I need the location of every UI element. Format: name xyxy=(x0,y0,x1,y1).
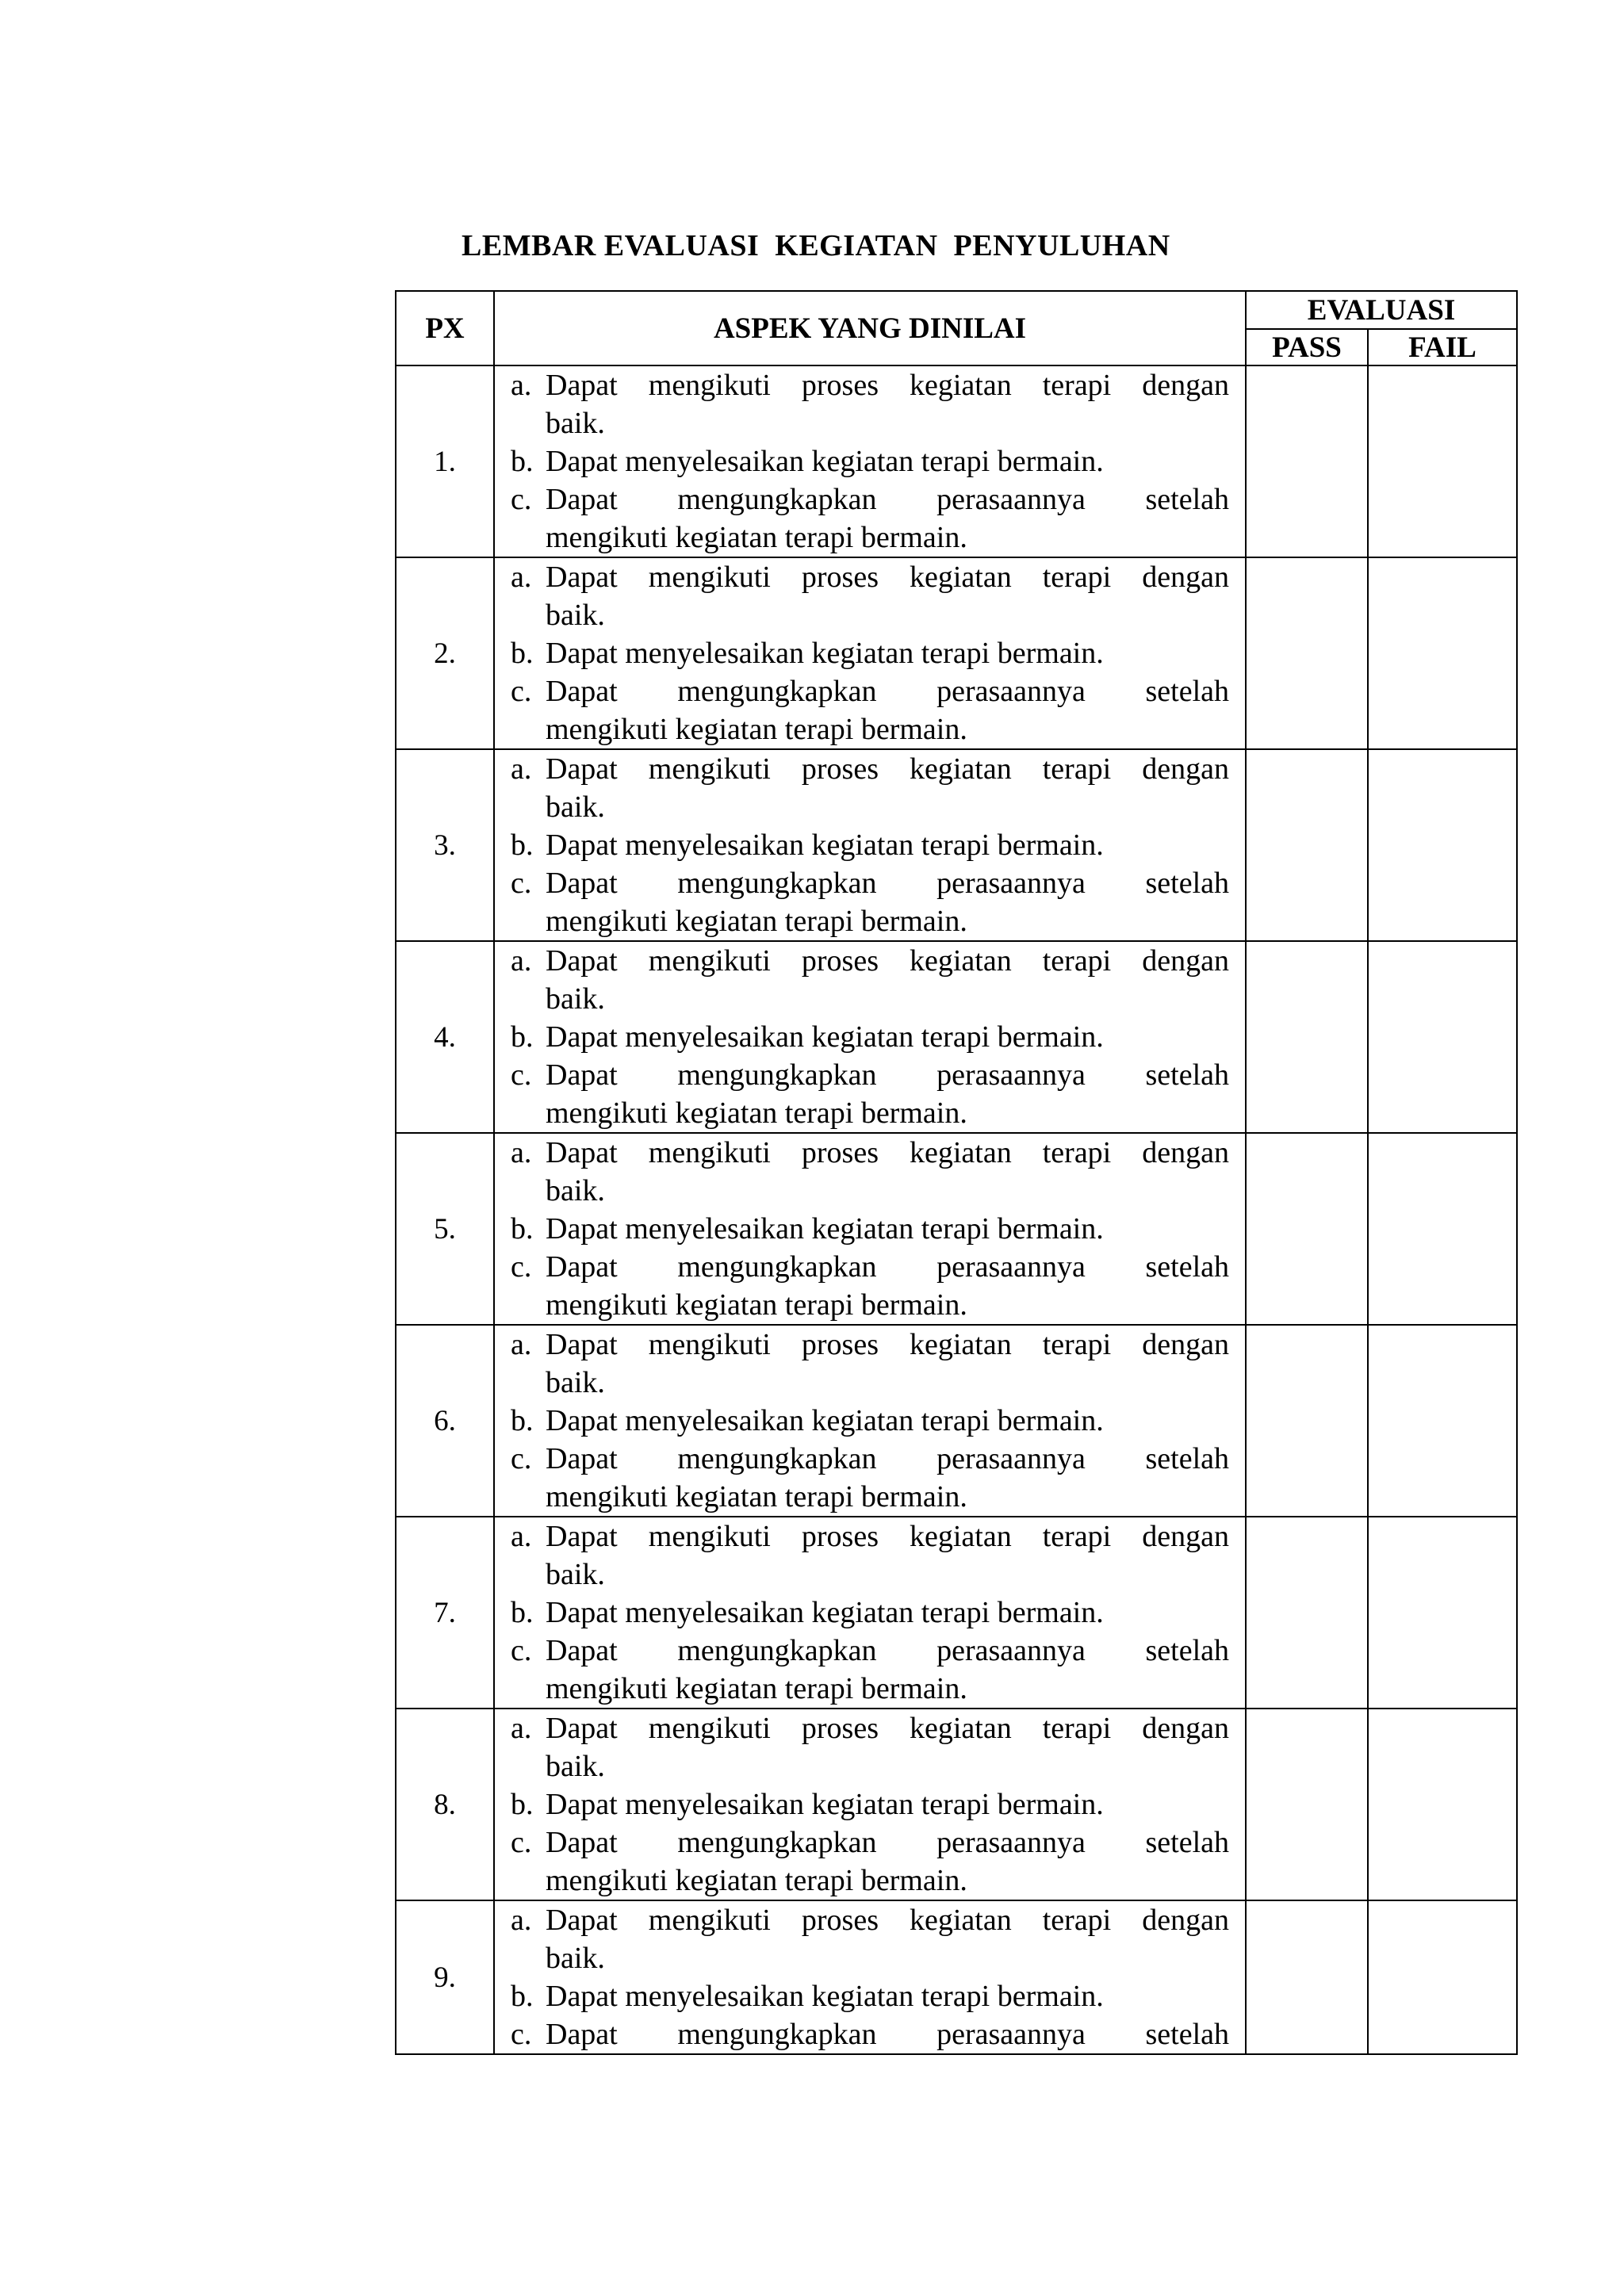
criterion-c xyxy=(511,864,1229,940)
criterion-b-text: Dapat menyelesaikan kegiatan terapi bermain. xyxy=(546,1212,1104,1246)
pass-cell[interactable] xyxy=(1246,1517,1368,1709)
criterion-b xyxy=(511,634,1229,672)
criteria-cell xyxy=(494,1517,1246,1709)
table-row xyxy=(396,1900,1517,2054)
table-row xyxy=(396,365,1517,557)
criterion-b-text: Dapat menyelesaikan kegiatan terapi bermain. xyxy=(546,1404,1104,1437)
criterion-c xyxy=(511,1823,1229,1900)
fail-cell[interactable] xyxy=(1368,1517,1517,1709)
page-title: LEMBAR EVALUASI KEGIATAN PENYULUHAN xyxy=(462,229,1170,262)
criterion-b xyxy=(511,1977,1229,2015)
fail-cell[interactable] xyxy=(1368,1709,1517,1900)
criterion-b xyxy=(511,826,1229,864)
px-number: 7. xyxy=(396,1517,494,1709)
criterion-a-line2: baik. xyxy=(546,1942,605,1975)
px-number: 5. xyxy=(396,1133,494,1325)
header-row xyxy=(396,291,1517,329)
criterion-c-line2: mengikuti kegiatan terapi bermain. xyxy=(546,521,967,554)
criterion-a-line1: Dapat mengikuti proses kegiatan terapi dengan xyxy=(546,1136,1229,1169)
criterion-a-line2: baik. xyxy=(546,1558,605,1591)
criterion-label: c. xyxy=(511,1442,532,1475)
criterion-a-line1: Dapat mengikuti proses kegiatan terapi dengan xyxy=(546,944,1229,978)
criteria-cell xyxy=(494,365,1246,557)
criterion-a-line1: Dapat mengikuti proses kegiatan terapi dengan xyxy=(546,369,1229,402)
fail-cell[interactable] xyxy=(1368,557,1517,749)
criterion-c-line2: mengikuti kegiatan terapi bermain. xyxy=(546,905,967,938)
criterion-label: b. xyxy=(511,1404,534,1437)
px-number: 3. xyxy=(396,749,494,941)
criterion-c-line1: Dapat mengungkapkan perasaannya setelah xyxy=(546,867,1229,900)
criterion-label: b. xyxy=(511,1980,534,2013)
px-number: 4. xyxy=(396,941,494,1133)
criteria-cell xyxy=(494,941,1246,1133)
criterion-a-line1: Dapat mengikuti proses kegiatan terapi dengan xyxy=(546,1712,1229,1745)
criteria-cell xyxy=(494,1133,1246,1325)
criterion-b-text: Dapat menyelesaikan kegiatan terapi bermain. xyxy=(546,828,1104,862)
criterion-c-line1: Dapat mengungkapkan perasaannya setelah xyxy=(546,1058,1229,1092)
evaluation-table xyxy=(395,290,1518,2055)
criterion-c-line2: mengikuti kegiatan terapi bermain. xyxy=(546,1864,967,1897)
criterion-b-text: Dapat menyelesaikan kegiatan terapi bermain. xyxy=(546,1596,1104,1629)
fail-cell[interactable] xyxy=(1368,1900,1517,2054)
criterion-b xyxy=(511,1785,1229,1823)
header-evaluasi: EVALUASI xyxy=(1246,291,1517,329)
criterion-c xyxy=(511,1056,1229,1132)
criterion-label: a. xyxy=(511,1136,532,1169)
criterion-c-line2: mengikuti kegiatan terapi bermain. xyxy=(546,1096,967,1130)
criterion-a-line2: baik. xyxy=(546,1750,605,1783)
criterion-label: a. xyxy=(511,1712,532,1745)
criterion-a xyxy=(511,1134,1229,1210)
criterion-label: c. xyxy=(511,1634,532,1667)
criterion-b-text: Dapat menyelesaikan kegiatan terapi bermain. xyxy=(546,1980,1104,2013)
criterion-c-line2: mengikuti kegiatan terapi bermain. xyxy=(546,1480,967,1513)
criterion-c-line1: Dapat mengungkapkan perasaannya setelah xyxy=(546,483,1229,516)
criterion-a-line1: Dapat mengikuti proses kegiatan terapi dengan xyxy=(546,1328,1229,1361)
pass-cell[interactable] xyxy=(1246,1900,1368,2054)
criterion-a-line1: Dapat mengikuti proses kegiatan terapi dengan xyxy=(546,752,1229,786)
criterion-label: b. xyxy=(511,1020,534,1054)
fail-cell[interactable] xyxy=(1368,365,1517,557)
criteria-cell xyxy=(494,1325,1246,1517)
criterion-label: a. xyxy=(511,1328,532,1361)
criterion-label: b. xyxy=(511,828,534,862)
fail-cell[interactable] xyxy=(1368,1325,1517,1517)
criterion-label: c. xyxy=(511,1058,532,1092)
header-fail: FAIL xyxy=(1368,329,1517,365)
criterion-b-text: Dapat menyelesaikan kegiatan terapi bermain. xyxy=(546,637,1104,670)
criterion-label: b. xyxy=(511,637,534,670)
criterion-b-text: Dapat menyelesaikan kegiatan terapi bermain. xyxy=(546,1788,1104,1821)
table-row xyxy=(396,1517,1517,1709)
header-pass: PASS xyxy=(1246,329,1368,365)
criterion-a xyxy=(511,1517,1229,1594)
criteria-cell xyxy=(494,1709,1246,1900)
criterion-c-line1: Dapat mengungkapkan perasaannya setelah xyxy=(546,2018,1229,2051)
criterion-b xyxy=(511,1594,1229,1632)
criterion-a-line2: baik. xyxy=(546,1174,605,1207)
criterion-b-text: Dapat menyelesaikan kegiatan terapi bermain. xyxy=(546,445,1104,478)
criterion-label: a. xyxy=(511,944,532,978)
table-row xyxy=(396,557,1517,749)
pass-cell[interactable] xyxy=(1246,749,1368,941)
criterion-c xyxy=(511,480,1229,557)
criterion-b-text: Dapat menyelesaikan kegiatan terapi bermain. xyxy=(546,1020,1104,1054)
pass-cell[interactable] xyxy=(1246,365,1368,557)
criterion-label: c. xyxy=(511,1826,532,1859)
criteria-cell xyxy=(494,1900,1246,2054)
criterion-a xyxy=(511,366,1229,442)
criterion-label: c. xyxy=(511,2018,532,2051)
px-number: 1. xyxy=(396,365,494,557)
criterion-label: b. xyxy=(511,1596,534,1629)
criterion-a-line2: baik. xyxy=(546,982,605,1016)
criterion-label: c. xyxy=(511,1250,532,1284)
px-number: 8. xyxy=(396,1709,494,1900)
table-row xyxy=(396,1709,1517,1900)
criterion-a-line1: Dapat mengikuti proses kegiatan terapi dengan xyxy=(546,1520,1229,1553)
criterion-a xyxy=(511,750,1229,826)
pass-cell[interactable] xyxy=(1246,557,1368,749)
px-number: 9. xyxy=(396,1900,494,2054)
pass-cell[interactable] xyxy=(1246,1325,1368,1517)
criterion-a xyxy=(511,1709,1229,1785)
criterion-a xyxy=(511,1326,1229,1402)
criteria-cell xyxy=(494,749,1246,941)
table-body xyxy=(396,365,1517,2054)
criterion-b xyxy=(511,1018,1229,1056)
criterion-a-line1: Dapat mengikuti proses kegiatan terapi dengan xyxy=(546,1904,1229,1937)
criterion-a xyxy=(511,942,1229,1018)
criterion-a-line2: baik. xyxy=(546,1366,605,1399)
criterion-label: b. xyxy=(511,445,534,478)
header-px: PX xyxy=(396,291,494,365)
criterion-label: b. xyxy=(511,1212,534,1246)
fail-cell[interactable] xyxy=(1368,941,1517,1133)
px-number: 2. xyxy=(396,557,494,749)
criterion-a-line2: baik. xyxy=(546,407,605,440)
criterion-label: c. xyxy=(511,867,532,900)
criterion-label: a. xyxy=(511,752,532,786)
pass-cell[interactable] xyxy=(1246,1709,1368,1900)
criterion-c-line1: Dapat mengungkapkan perasaannya setelah xyxy=(546,1442,1229,1475)
criterion-label: c. xyxy=(511,675,532,708)
criterion-a-line1: Dapat mengikuti proses kegiatan terapi dengan xyxy=(546,561,1229,594)
pass-cell[interactable] xyxy=(1246,1133,1368,1325)
criterion-label: a. xyxy=(511,369,532,402)
table-row xyxy=(396,941,1517,1133)
criterion-c xyxy=(511,1632,1229,1708)
criterion-a-line2: baik. xyxy=(546,790,605,824)
criterion-c-line1: Dapat mengungkapkan perasaannya setelah xyxy=(546,1634,1229,1667)
criterion-label: b. xyxy=(511,1788,534,1821)
criterion-c-line2: mengikuti kegiatan terapi bermain. xyxy=(546,1288,967,1322)
criteria-cell xyxy=(494,557,1246,749)
criterion-c xyxy=(511,1440,1229,1516)
table-row xyxy=(396,1133,1517,1325)
criterion-b xyxy=(511,442,1229,480)
criterion-a xyxy=(511,558,1229,634)
criterion-c-line1: Dapat mengungkapkan perasaannya setelah xyxy=(546,1250,1229,1284)
criterion-label: c. xyxy=(511,483,532,516)
criterion-b xyxy=(511,1210,1229,1248)
criterion-c-line1: Dapat mengungkapkan perasaannya setelah xyxy=(546,675,1229,708)
pass-cell[interactable] xyxy=(1246,941,1368,1133)
criterion-c xyxy=(511,1248,1229,1324)
criterion-c-line2: mengikuti kegiatan terapi bermain. xyxy=(546,1672,967,1705)
header-aspek: ASPEK YANG DINILAI xyxy=(494,291,1246,365)
fail-cell[interactable] xyxy=(1368,749,1517,941)
criterion-c xyxy=(511,672,1229,748)
table-row xyxy=(396,1325,1517,1517)
fail-cell[interactable] xyxy=(1368,1133,1517,1325)
criterion-c-line2: mengikuti kegiatan terapi bermain. xyxy=(546,713,967,746)
table-row xyxy=(396,749,1517,941)
criterion-label: a. xyxy=(511,1904,532,1937)
criterion-a-line2: baik. xyxy=(546,599,605,632)
criterion-label: a. xyxy=(511,1520,532,1553)
criterion-label: a. xyxy=(511,561,532,594)
criterion-c xyxy=(511,2015,1229,2053)
px-number: 6. xyxy=(396,1325,494,1517)
criterion-c-line1: Dapat mengungkapkan perasaannya setelah xyxy=(546,1826,1229,1859)
criterion-a xyxy=(511,1901,1229,1977)
criterion-b xyxy=(511,1402,1229,1440)
